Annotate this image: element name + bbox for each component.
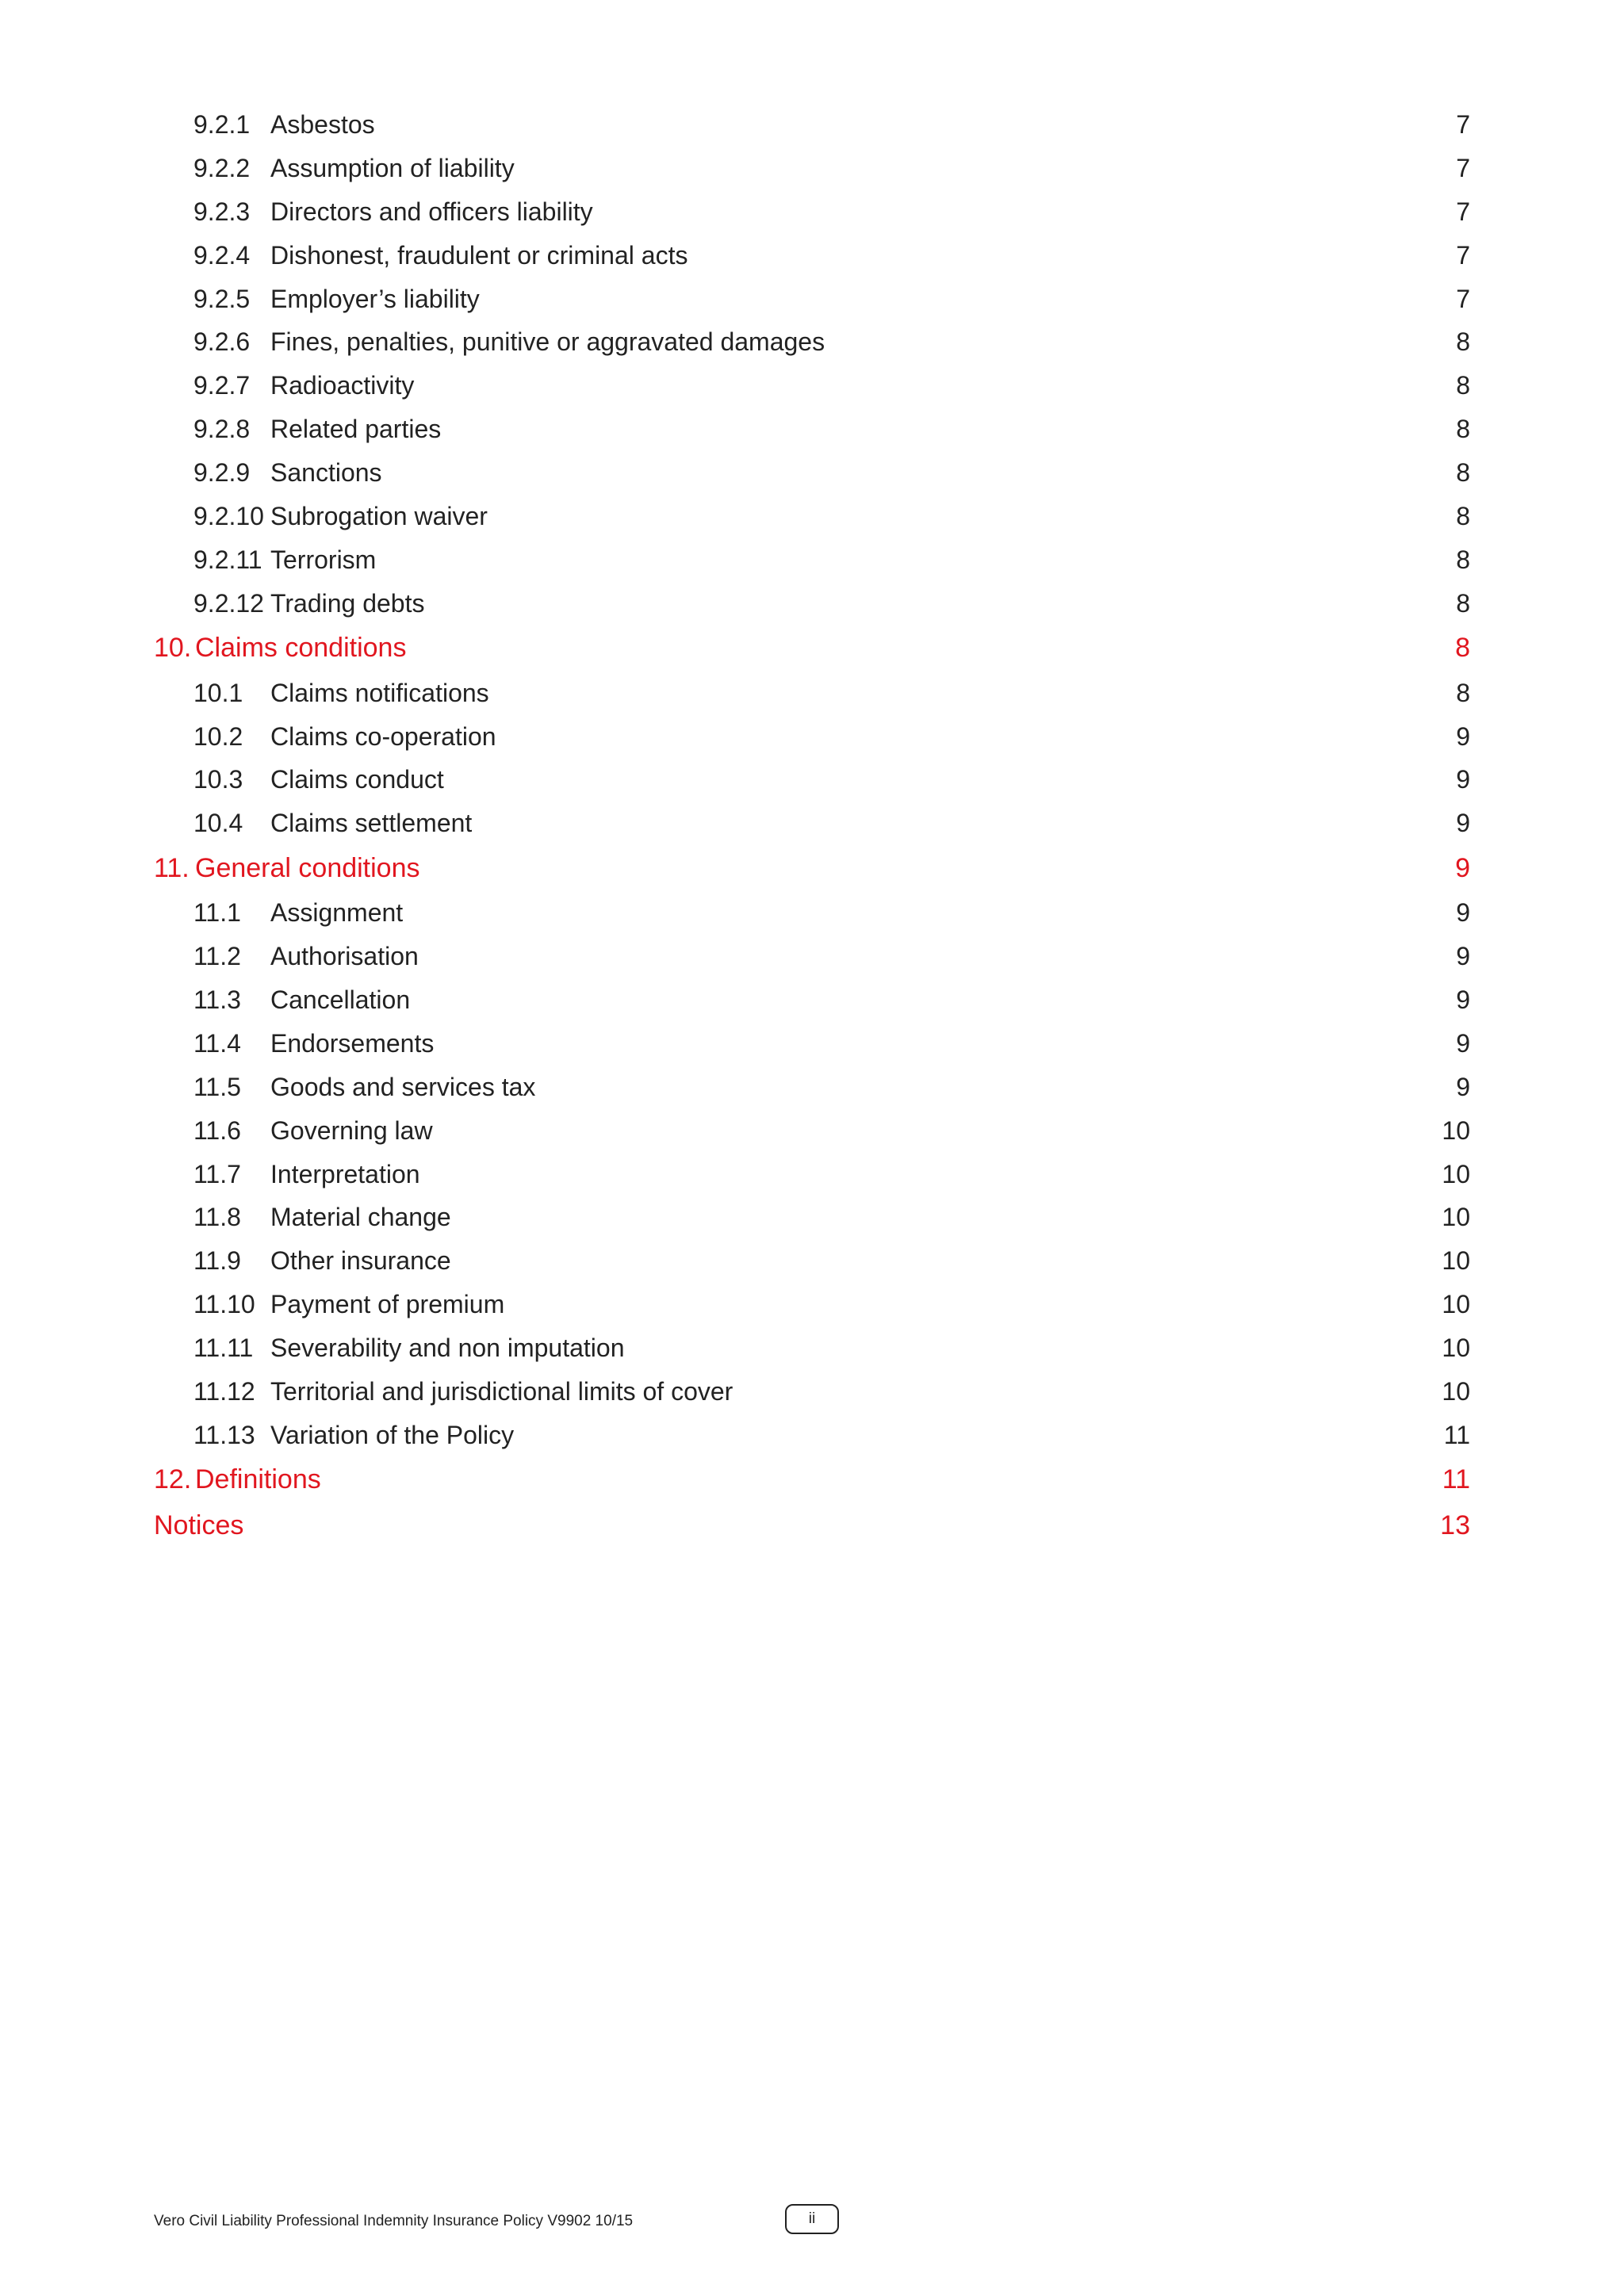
toc-entry-number: 11.2 [193,942,241,971]
toc-entry-row[interactable] [154,1326,1470,1370]
toc-entry-page: 10 [1442,1203,1470,1232]
toc-entry-title: Territorial and jurisdictional limits of cover [270,1376,733,1406]
toc-entry-title: Assignment [270,898,404,928]
toc-entry-title: Dishonest, fraudulent or criminal acts [270,240,688,270]
toc-entry-row[interactable] [154,802,1470,845]
toc-entry-number: 9.2.6 [193,327,251,357]
toc-entry-row[interactable] [154,277,1470,321]
toc-entry-title: Variation of the Policy [270,1420,515,1449]
toc-entry-page: 10 [1442,1246,1470,1276]
toc-entry-number: 9.2.10 [193,501,264,530]
toc-entry-row[interactable] [154,234,1470,277]
toc-entry-page: 8 [1455,633,1470,664]
toc-entry-title: Other insurance [270,1246,451,1276]
toc-entry-number: 10.1 [193,678,243,707]
toc-entry-title: General conditions [195,852,420,883]
toc-entry-page: 9 [1456,809,1470,838]
toc-entry-number: 11.4 [193,1028,241,1058]
toc-entry-title: Interpretation [270,1159,420,1188]
toc-entry-title: Terrorism [270,545,377,574]
toc-entry-row[interactable] [154,758,1470,802]
toc-entry-row[interactable] [154,1066,1470,1109]
toc-entry-number: 9.2.12 [193,588,264,618]
toc-entry-row[interactable] [154,978,1470,1022]
toc-section-row[interactable] [154,845,1470,891]
toc-entry-number: 9.2.5 [193,284,251,313]
toc-entry-number: 9.2.3 [193,197,251,226]
page-number-badge: ii [785,2204,839,2234]
toc-section-row[interactable] [154,1503,1470,1549]
toc-entry-page: 11 [1443,1420,1470,1449]
toc-entry-row[interactable] [154,715,1470,759]
toc-entry-page: 10 [1442,1376,1470,1406]
toc-entry-page: 10 [1442,1290,1470,1319]
toc-entry-title: Sanctions [270,458,382,488]
toc-entry-page: 9 [1456,1028,1470,1058]
toc-section-row[interactable] [154,626,1470,672]
toc-entry-title: Notices [154,1510,244,1541]
toc-entry-number: 11. [154,852,190,883]
toc-entry-title: Employer’s liability [270,284,480,313]
table-of-contents [154,103,1470,1549]
toc-entry-number: 9.2.2 [193,153,251,182]
toc-entry-title: Directors and officers liability [270,197,593,226]
toc-entry-number: 11.9 [193,1246,241,1276]
toc-entry-title: Authorisation [270,942,419,971]
toc-entry-number: 11.3 [193,985,241,1014]
toc-entry-page: 8 [1456,545,1470,574]
toc-entry-title: Claims settlement [270,809,473,838]
toc-entry-number: 9.2.1 [193,109,251,139]
toc-entry-page: 8 [1456,458,1470,488]
toc-entry-title: Assumption of liability [270,153,515,182]
toc-entry-row[interactable] [154,1370,1470,1414]
toc-entry-page: 11 [1442,1464,1470,1495]
toc-entry-row[interactable] [154,1283,1470,1326]
toc-entry-row[interactable] [154,672,1470,715]
toc-entry-title: Related parties [270,415,442,444]
toc-entry-row[interactable] [154,320,1470,364]
toc-entry-row[interactable] [154,1022,1470,1066]
toc-entry-number: 11.13 [193,1420,255,1449]
toc-section-row[interactable] [154,1457,1470,1503]
toc-entry-number: 11.12 [193,1376,255,1406]
toc-entry-title: Material change [270,1203,451,1232]
toc-entry-page: 9 [1456,765,1470,794]
toc-entry-page: 9 [1456,721,1470,751]
toc-entry-page: 8 [1456,588,1470,618]
toc-entry-page: 9 [1456,985,1470,1014]
toc-entry-title: Definitions [195,1464,321,1495]
toc-entry-title: Cancellation [270,985,411,1014]
toc-entry-row[interactable] [154,891,1470,935]
toc-entry-title: Endorsements [270,1028,435,1058]
toc-entry-row[interactable] [154,408,1470,451]
toc-entry-title: Governing law [270,1115,433,1145]
toc-entry-number: 11.7 [193,1159,241,1188]
toc-entry-page: 9 [1455,852,1470,883]
toc-entry-page: 8 [1456,371,1470,400]
toc-entry-title: Payment of premium [270,1290,505,1319]
toc-entry-page: 8 [1456,678,1470,707]
toc-entry-row[interactable] [154,582,1470,626]
toc-entry-page: 9 [1456,898,1470,928]
toc-entry-title: Goods and services tax [270,1072,536,1101]
toc-entry-number: 9.2.4 [193,240,251,270]
toc-entry-number: 9.2.7 [193,371,251,400]
toc-entry-title: Subrogation waiver [270,501,488,530]
toc-entry-title: Claims co-operation [270,721,496,751]
toc-entry-title: Claims conditions [195,633,407,664]
toc-entry-number: 12. [154,1464,192,1495]
toc-entry-number: 11.1 [193,898,241,928]
toc-entry-number: 9.2.8 [193,415,251,444]
toc-entry-title: Radioactivity [270,371,415,400]
toc-entry-number: 11.10 [193,1290,255,1319]
toc-entry-title: Asbestos [270,109,375,139]
toc-entry-number: 11.5 [193,1072,241,1101]
toc-entry-number: 9.2.11 [193,545,262,574]
toc-entry-page: 9 [1456,1072,1470,1101]
toc-entry-number: 11.8 [193,1203,241,1232]
toc-entry-page: 7 [1456,240,1470,270]
toc-entry-row[interactable] [154,364,1470,408]
toc-entry-row[interactable] [154,1414,1470,1457]
toc-entry-page: 9 [1456,942,1470,971]
toc-entry-number: 11.11 [193,1334,254,1363]
toc-entry-row[interactable] [154,495,1470,538]
toc-entry-number: 9.2.9 [193,458,251,488]
toc-entry-row[interactable] [154,1239,1470,1283]
toc-entry-row[interactable] [154,451,1470,495]
toc-entry-title: Trading debts [270,588,425,618]
toc-entry-title: Fines, penalties, punitive or aggravated damages [270,327,825,357]
toc-entry-page: 10 [1442,1334,1470,1363]
toc-entry-row[interactable] [154,1109,1470,1153]
toc-entry-page: 10 [1442,1115,1470,1145]
toc-entry-number: 10.4 [193,809,243,838]
footer-text: Vero Civil Liability Professional Indemnity Insurance Policy V9902 10/15 [154,2213,634,2229]
toc-entry-number: 10.2 [193,721,243,751]
toc-entry-page: 7 [1456,197,1470,226]
toc-entry-row[interactable] [154,935,1470,978]
toc-entry-row[interactable] [154,538,1470,582]
toc-entry-page: 7 [1456,284,1470,313]
toc-entry-page: 10 [1442,1159,1470,1188]
toc-entry-title: Claims conduct [270,765,444,794]
toc-entry-page: 7 [1456,153,1470,182]
toc-entry-page: 8 [1456,327,1470,357]
toc-entry-page: 8 [1456,501,1470,530]
toc-entry-row[interactable] [154,1153,1470,1196]
toc-entry-page: 7 [1456,109,1470,139]
toc-entry-title: Claims notifications [270,678,489,707]
toc-entry-row[interactable] [154,190,1470,234]
toc-entry-number: 10. [154,633,192,664]
toc-entry-row[interactable] [154,1196,1470,1239]
toc-entry-number: 11.6 [193,1115,241,1145]
toc-entry-title: Severability and non imputation [270,1334,625,1363]
toc-entry-row[interactable] [154,147,1470,190]
toc-entry-number: 10.3 [193,765,243,794]
toc-entry-page: 13 [1440,1510,1470,1541]
toc-entry-row[interactable] [154,103,1470,147]
toc-entry-page: 8 [1456,415,1470,444]
